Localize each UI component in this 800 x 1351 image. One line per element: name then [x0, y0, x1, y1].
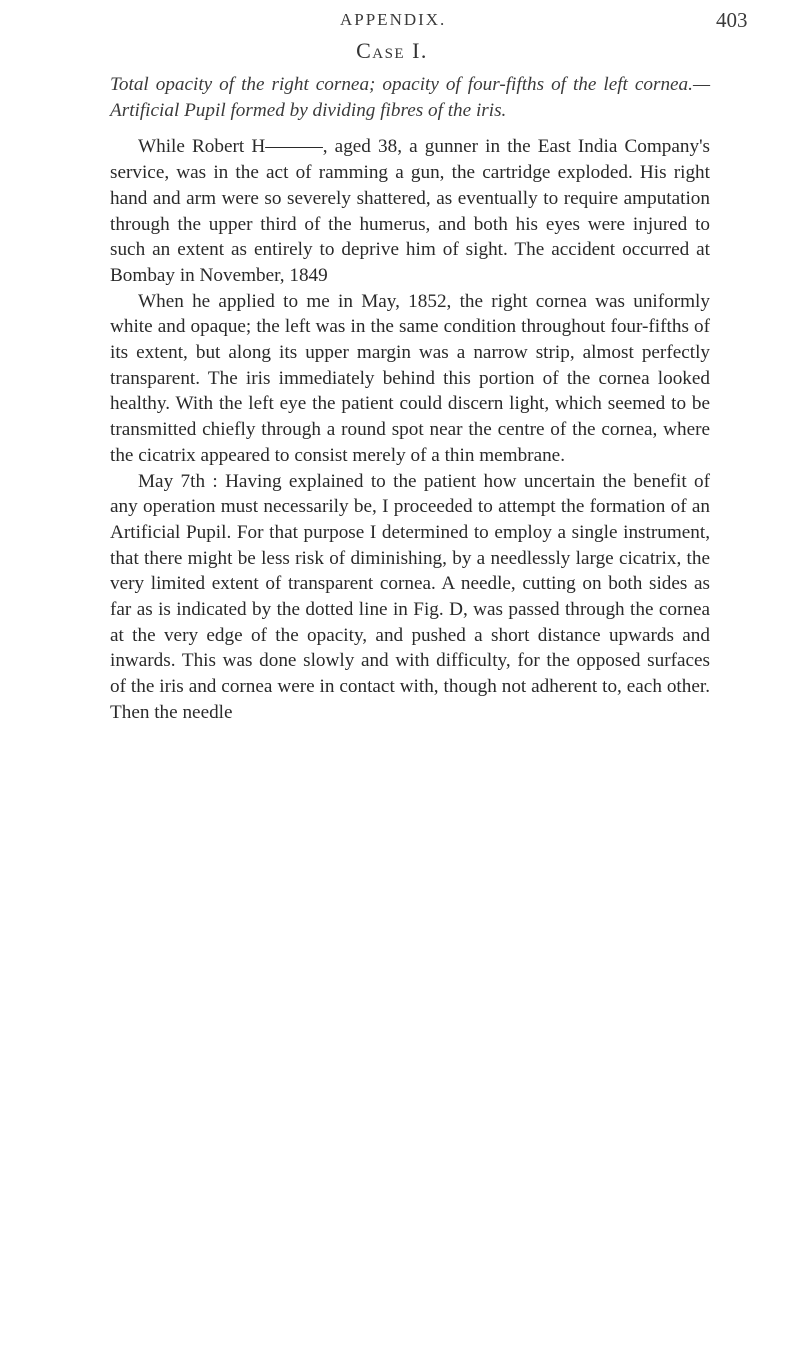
page-number: 403	[716, 8, 748, 32]
case-heading-text: Case I.	[356, 38, 428, 63]
running-header	[0, 10, 800, 40]
paragraph-3: May 7th : Having explained to the patient how uncertain the benefit of any operation must necessarily be, I proceeded to attempt the formation of an Artificial Pupil. For that purpose I determined to employ a single instrument, that there might be less risk of diminishing, by a needlessly large cicatrix, the very limited extent of transparent cornea. A needle, cutting on both sides as far as is indicated by the dotted line in Fig. D, was passed through the cornea at the very edge of the opacity, and pushed a short distance upwards and inwards. This was done slowly and with difficulty, for the opposed surfaces of the iris and cornea were in contact with, though not adherent to, each other. Then the needle	[110, 470, 710, 723]
paragraph-1: While Robert H———, aged 38, a gunner in the East India Company's service, was in the act of ramming a gun, the cartridge exploded. His right hand and arm were so severely shattered, as eventually to require amputation through the upper third of the humerus, and both his eyes were injured to such an extent as entirely to deprive him of sight. The accident occurred at Bombay in November, 1849	[110, 136, 710, 286]
case-subtitle: Total opacity of the right cornea; opacity of four-fifths of the left cornea.—Artificial Pupil formed by dividing fibres of the iris.	[110, 74, 710, 121]
case-heading	[0, 38, 800, 64]
running-title: APPENDIX.	[340, 10, 447, 29]
paragraph-2: When he applied to me in May, 1852, the right cornea was uniformly white and opaque; the left was in the same condition throughout four-fifths of its extent, but along its upper margin was a narrow strip, almost perfectly transparent. The iris immediately behind this portion of the cornea looked healthy. With the left eye the patient could discern light, which seemed to be transmitted chiefly through a round spot near the centre of the cornea, where the cicatrix appeared to consist merely of a thin membrane.	[110, 290, 710, 466]
body-text	[110, 72, 710, 726]
